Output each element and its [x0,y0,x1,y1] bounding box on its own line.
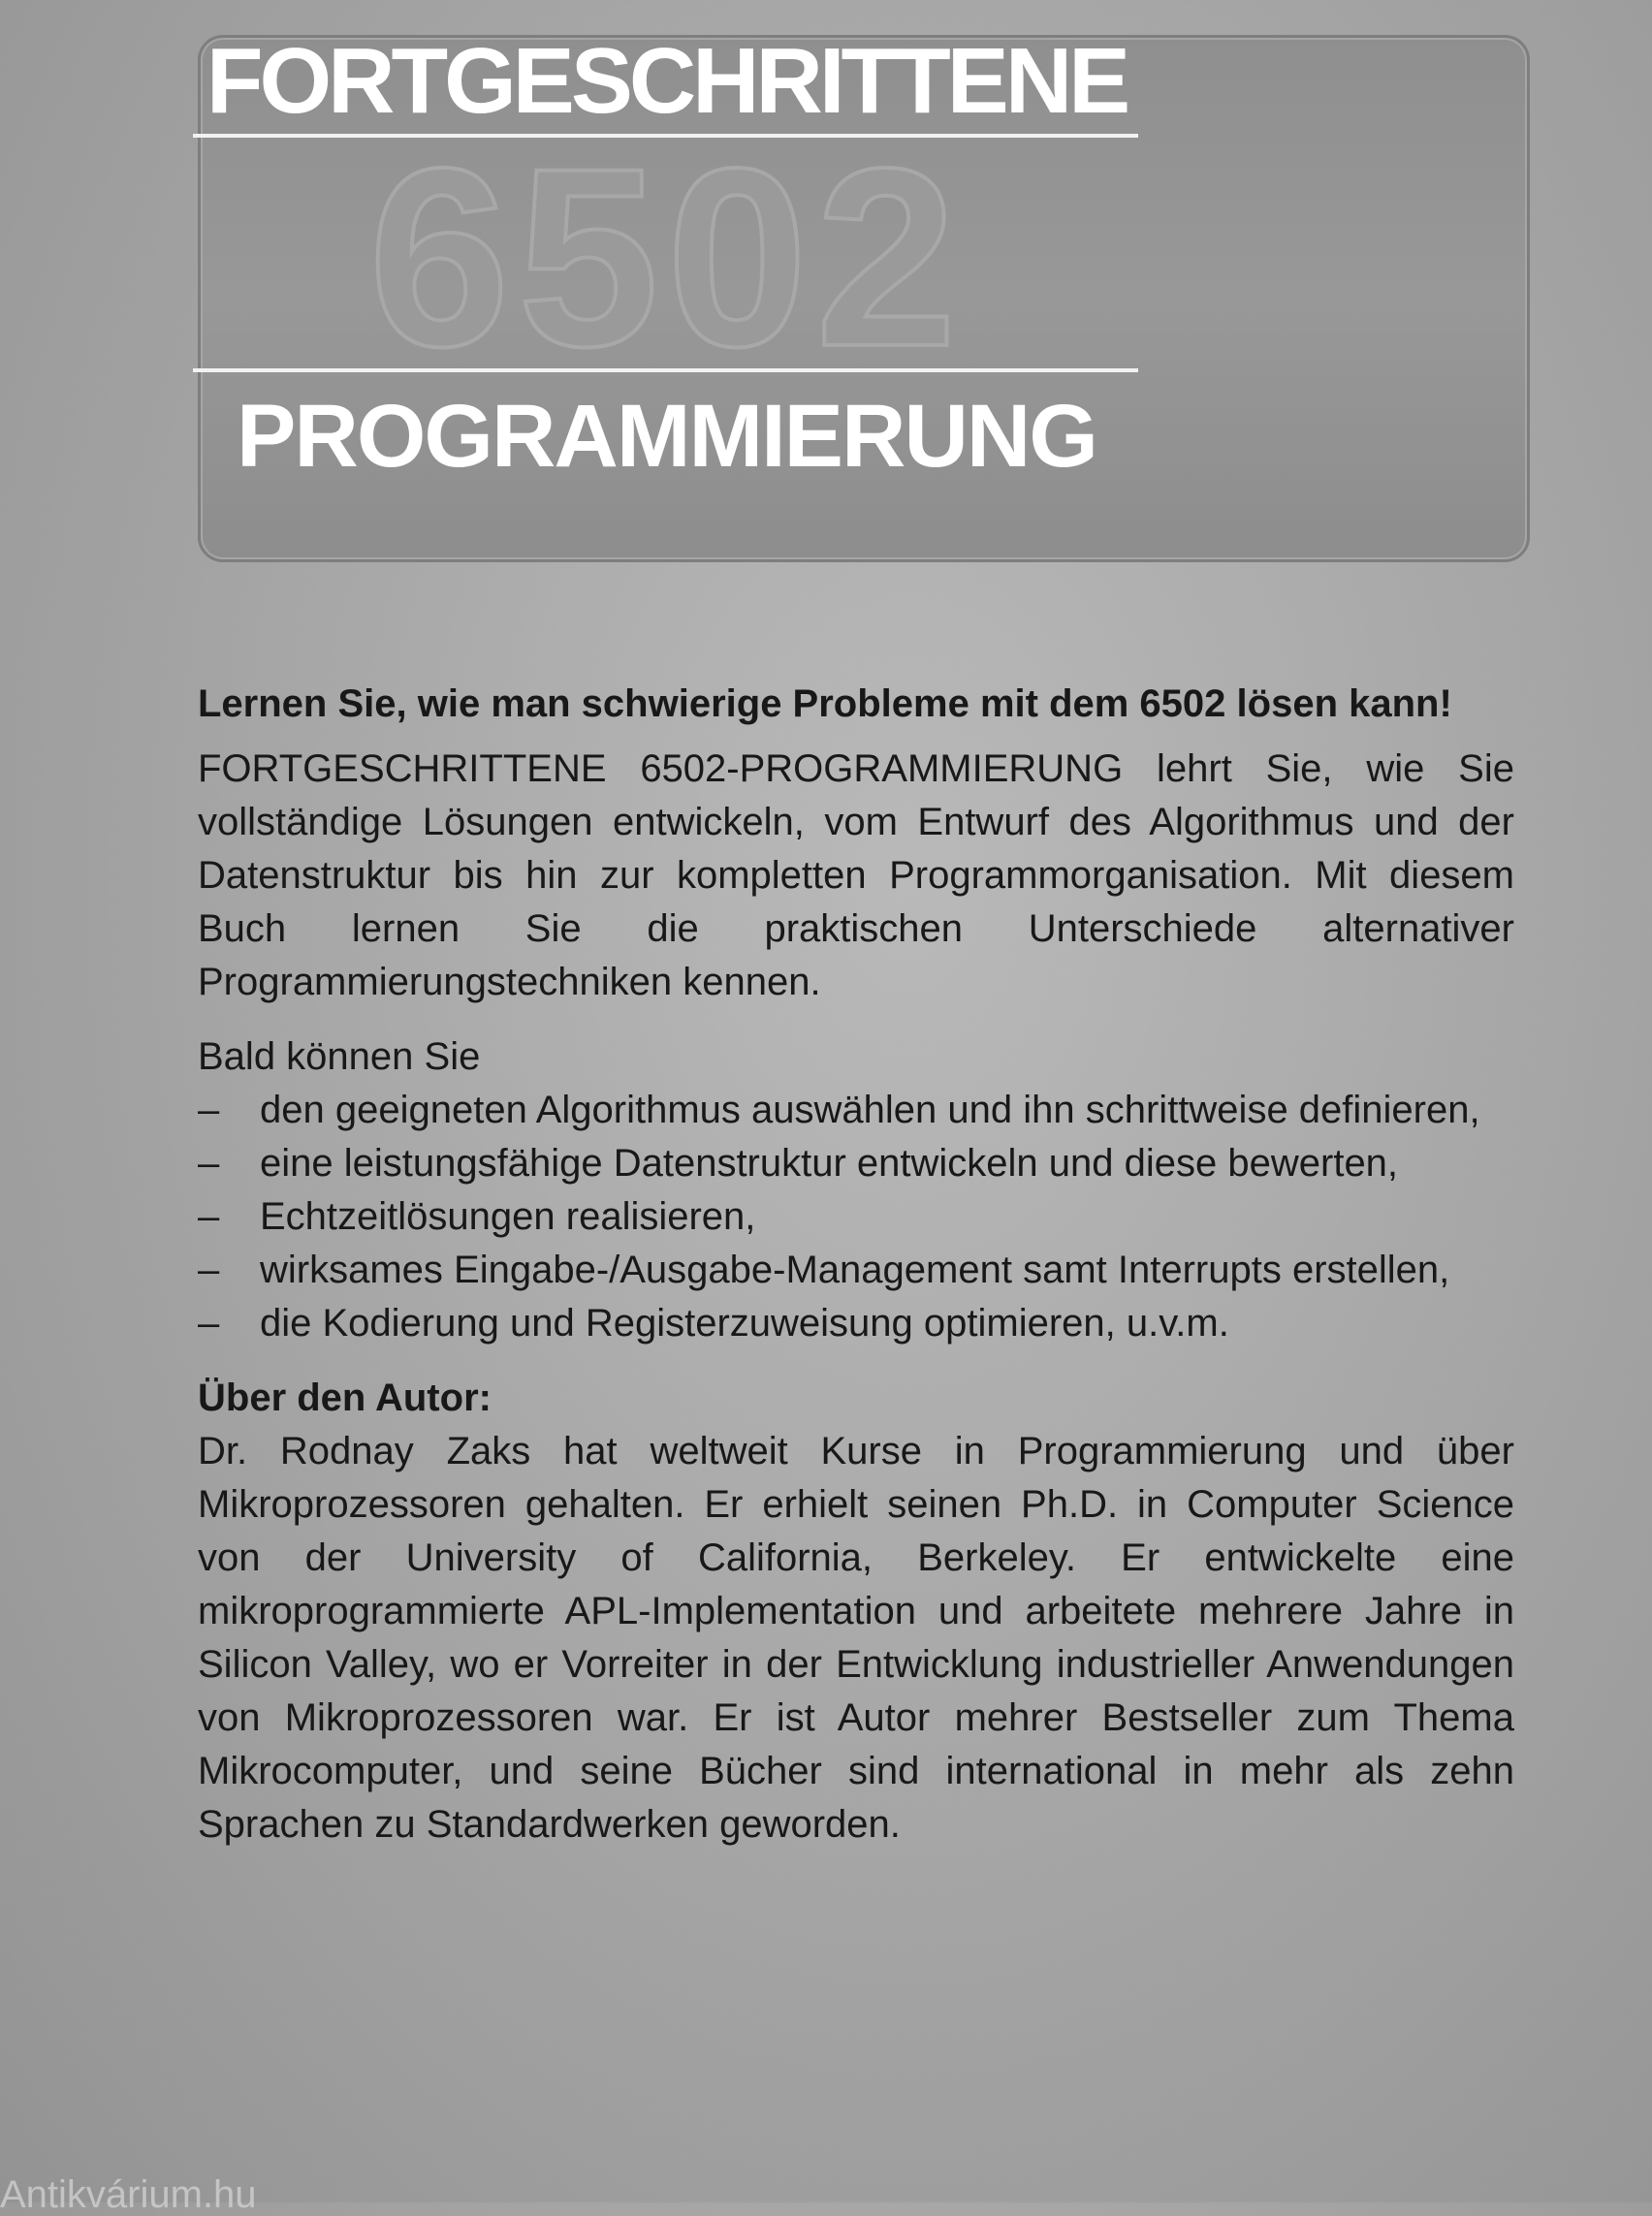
title-divider-bottom [193,368,1138,372]
list-item [198,1244,1514,1297]
list-item [198,1137,1514,1190]
list-intro: Bald können Sie [198,1035,481,1078]
watermark-text: Antikvárium.hu [0,2173,257,2216]
cover-title-bottom: PROGRAMMIERUNG [237,387,1096,486]
list-item-text: wirksames Eingabe-/Ausgabe-Management samt Interrupts erstellen, [260,1249,1450,1291]
list-item [198,1190,1514,1244]
list-item [198,1084,1514,1137]
author-heading: Über den Autor: [198,1377,492,1419]
dash-icon: – [198,1142,220,1185]
cover-title-top: FORTGESCHRITTENE [206,29,1128,133]
list-item-text: den geeigneten Algorithmus auswählen und ihn schrittweise definieren, [260,1089,1480,1131]
dash-icon: – [198,1302,220,1345]
cover-title-number: 6502 [368,151,965,364]
list-item-text: Echtzeitlösungen realisieren, [260,1195,756,1238]
list-item-text: eine leistungsfähige Datenstruktur entwickeln und diese bewerten, [260,1142,1399,1185]
dash-icon: – [198,1089,220,1131]
dash-icon: – [198,1249,220,1291]
dash-icon: – [198,1195,220,1238]
skills-list [198,1084,1514,1350]
blurb-content [198,679,1514,1873]
list-item-text: die Kodierung und Registerzuweisung optimieren, u.v.m. [260,1302,1229,1345]
intro-paragraph: FORTGESCHRITTENE 6502-PROGRAMMIERUNG lehrt Sie, wie Sie vollständige Lösungen entwickeln, vom Entwurf des Algorithmus und der Datenstruktur bis hin zur kompletten Programmorganisation. Mit diesem Buch lernen Sie die praktischen Unterschiede alternativer Programmierungstechniken kennen. [198,747,1514,1003]
author-paragraph: Dr. Rodnay Zaks hat weltweit Kurse in Programmierung und über Mikroprozessoren gehalten. Er erhielt seinen Ph.D. in Computer Science von der University of California, Berkeley. Er entwickelte eine mikroprogrammierte APL-Implementation und arbeitete mehrere Jahre in Silicon Valley, wo er Vorreiter in der Entwicklung industrieller Anwendungen von Mikroprozessoren war. Er ist Autor mehrer Bestseller zum Thema Mikrocomputer, und seine Bücher sind international in mehr als zehn Sprachen zu Standardwerken geworden. [198,1430,1514,1846]
title-divider-top [193,134,1138,138]
headline: Lernen Sie, wie man schwierige Probleme mit dem 6502 lösen kann! [198,682,1452,725]
list-item [198,1297,1514,1350]
